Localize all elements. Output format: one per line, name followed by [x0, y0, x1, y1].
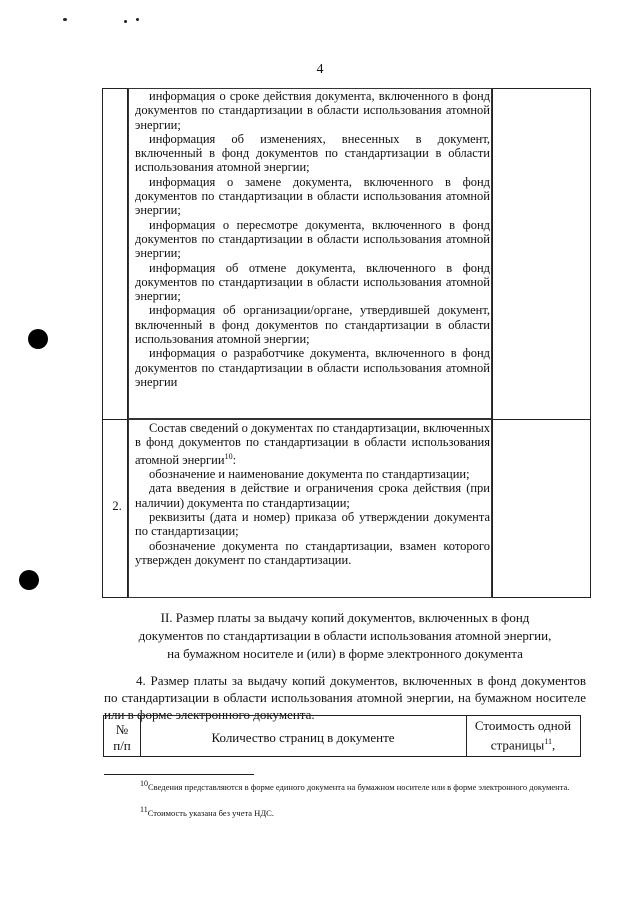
- footnote-mark: 11: [140, 805, 148, 814]
- list-item: информация о сроке действия документа, включенного в фонд документов по стандартизации в области использования атомной энергии;: [135, 89, 490, 132]
- row-lead-text: [135, 421, 490, 467]
- section-heading-line: документов по стандартизации в области использования атомной энергии,: [138, 628, 552, 643]
- fee-table-header-number: [104, 722, 140, 754]
- footnote-text: Стоимость указана без учета НДС.: [147, 807, 274, 818]
- list-item: обозначение документа по стандартизации, взамен которого утвержден документ по стандартизации.: [135, 538, 490, 567]
- header-line: [466, 734, 580, 753]
- list-item: информация о пересмотре документа, включенного в фонд документов по стандартизации в области использования атомной энергии;: [135, 217, 490, 261]
- row-lead: Состав сведений о документах по стандартизации, включенных в фонд документов по стандартизации в области использования атомной энергии: [135, 421, 490, 467]
- footnote-ref: 10: [224, 451, 233, 461]
- scan-speck: [63, 18, 67, 21]
- scan-speck: [136, 18, 139, 21]
- list-item: информация об изменениях, внесенных в документ, включенный в фонд документов по стандартизации в области использования атомной энергии;: [135, 131, 490, 175]
- list-item: обозначение и наименование документа по стандартизации;: [149, 467, 470, 482]
- footnote-mark: 10: [140, 779, 148, 788]
- row-continued-content: [135, 89, 490, 389]
- section-heading-line: II. Размер платы за выдачу копий документов, включенных в фонд: [160, 610, 530, 625]
- header-line: №: [115, 722, 129, 737]
- table-column-divider: [492, 89, 493, 597]
- header-text: ,: [551, 737, 556, 753]
- header-line: Количество страниц в документе: [211, 730, 395, 745]
- punch-hole-upper: [28, 329, 48, 349]
- footnote-11: [104, 804, 586, 819]
- row-lead-end: :: [232, 452, 237, 467]
- paragraph-text: 4. Размер платы за выдачу копий документов, включенных в фонд документов по стандартизации в области использования атомной энергии, на бумажном носителе или в форме электронного документа.: [104, 673, 586, 722]
- footnote-10: [104, 778, 586, 793]
- list-item: информация об организации/органе, утвердившей документ, включенный в фонд документов по стандартизации в области использования атомной энергии;: [135, 303, 490, 347]
- row-number: 2.: [112, 499, 122, 513]
- section-heading-line: на бумажном носителе и (или) в форме электронного документа: [167, 646, 523, 661]
- list-item: информация об отмене документа, включенного в фонд документов по стандартизации в области использования атомной энергии;: [135, 260, 490, 304]
- fee-table-header-pages: [140, 730, 466, 746]
- footnote-text: Сведения представляются в форме единого документа на бумажном носителе или в форме электронного документа.: [148, 781, 570, 792]
- list-item: реквизиты (дата и номер) приказа об утверждении документа по стандартизации;: [135, 509, 490, 539]
- list-item: дата введения в действие и ограничения срока действия (при наличии) документа по стандартизации;: [135, 481, 490, 510]
- header-line: Стоимость одной: [474, 718, 572, 733]
- footnote-ref: 11: [544, 737, 552, 746]
- header-text: страницы: [490, 737, 545, 753]
- row-2-content: [135, 421, 490, 567]
- list-item: информация о замене документа, включенного в фонд документов по стандартизации в области использования атомной энергии;: [135, 174, 490, 218]
- scan-speck: [124, 20, 127, 23]
- footnote-separator: [104, 774, 254, 775]
- section-heading: [110, 609, 580, 663]
- punch-hole-lower: [19, 570, 39, 590]
- header-line: п/п: [113, 738, 131, 753]
- page-number: 4: [316, 62, 324, 77]
- list-item: информация о разработчике документа, включенного в фонд документов по стандартизации в области использования атомной энергии: [135, 346, 490, 389]
- fee-table-header-cost: [466, 718, 580, 753]
